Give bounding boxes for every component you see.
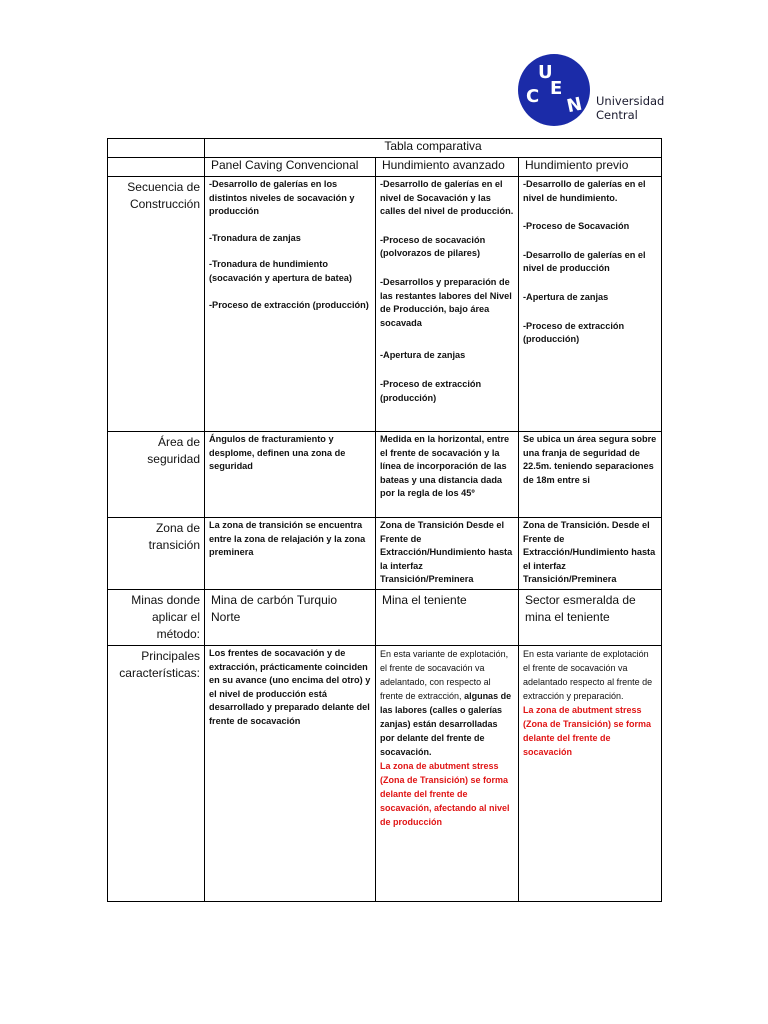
list-item: -Proceso de extracción (producción) [380, 378, 482, 403]
row-zona [108, 518, 662, 590]
list-item: -Apertura de zanjas [380, 350, 466, 361]
cell-secuencia-panel [205, 177, 376, 432]
empty-header-cell [108, 158, 205, 177]
row-area [108, 432, 662, 518]
cell-minas-previo: Sector esmeralda de mina el teniente [519, 590, 662, 646]
principales-avanzado-red: La zona de abutment stress (Zona de Transición) se forma delante del frente de socavación, afectando al nivel de producción [380, 761, 510, 827]
empty-corner-cell [108, 139, 205, 158]
cell-principales-panel: Los frentes de socavación y de extracción, prácticamente coinciden en su avance (uno encima del otro) y el nivel de producción está desarrollado y preparado delante del frente de socavación [205, 646, 376, 902]
title-row [108, 139, 662, 158]
row-label-area: Área de seguridad [108, 432, 205, 518]
principales-avanzado-bold: algunas de las labores (calles o galerías zanjas) están desarrolladas por delante del frente de socavación. [380, 691, 512, 757]
row-minas [108, 590, 662, 646]
logo-letter-u: U [538, 62, 553, 83]
list-item: -Desarrollos y preparación de las restantes labores del Nivel de Producción, bajo área socavada [380, 276, 512, 328]
logo-letter-e: E [550, 78, 563, 99]
list-item: -Tronadura de zanjas [209, 232, 301, 243]
cell-principales-avanzado [376, 646, 519, 902]
row-label-zona: Zona de transición [108, 518, 205, 590]
cell-zona-previo: Zona de Transición. Desde el Frente de Extracción/Hundimiento hasta el interfaz Transición/Preminera [519, 518, 662, 590]
cell-minas-avanzado: Mina el teniente [376, 590, 519, 646]
list-item: -Proceso de extracción (producción) [209, 299, 369, 310]
list-item: -Apertura de zanjas [523, 291, 609, 302]
logo-letter-n: N [564, 93, 584, 118]
row-label-principales: Principales características: [108, 646, 205, 902]
list-item: -Proceso de socavación (polvorazos de pilares) [380, 234, 486, 259]
list-item: -Desarrollo de galerías en el nivel de producción [523, 249, 646, 274]
col-header-hundimiento-avanzado: Hundimiento avanzado [376, 158, 519, 177]
list-item: -Proceso de extracción (producción) [523, 320, 625, 345]
row-principales [108, 646, 662, 902]
table-title: Tabla comparativa [205, 139, 662, 158]
comparison-table [107, 138, 662, 902]
cell-area-panel: Ángulos de fracturamiento y desplome, definen una zona de seguridad [205, 432, 376, 518]
logo-text [596, 94, 664, 122]
principales-previo-red: La zona de abutment stress (Zona de Transición) se forma delante del frente de socavación [523, 705, 652, 757]
principales-previo-normal: En esta variante de explotación el frente de socavación va adelantado respecto al frente de extracción y preparación. [523, 649, 653, 701]
principales-avanzado-normal: En esta variante de explotación, el frente de socavación va adelantado, con respecto al frente de extracción, [380, 649, 509, 701]
list-item: -Proceso de Socavación [523, 221, 630, 232]
cell-secuencia-previo [519, 177, 662, 432]
cell-zona-panel: La zona de transición se encuentra entre la zona de relajación y la zona preminera [205, 518, 376, 590]
list-item: -Tronadura de hundimiento (socavación y apertura de batea) [209, 259, 352, 283]
logo [514, 48, 674, 132]
cell-zona-avanzado: Zona de Transición Desde el Frente de Extracción/Hundimiento hasta la interfaz Transición/Preminera [376, 518, 519, 590]
row-label-secuencia: Secuencia de Construcción [108, 177, 205, 432]
logo-line2: Central [596, 108, 638, 122]
row-secuencia [108, 177, 662, 432]
cell-principales-previo [519, 646, 662, 902]
logo-line1: Universidad [596, 94, 665, 108]
list-item: -Desarrollo de galerías en el nivel de Socavación y las calles del nivel de producción. [380, 179, 514, 217]
col-header-panel-caving: Panel Caving Convencional [205, 158, 376, 177]
header-row [108, 158, 662, 177]
row-label-minas: Minas donde aplicar el método: [108, 590, 205, 646]
cell-area-avanzado: Medida en la horizontal, entre el frente de socavación y la línea de incorporación de las bateas y una distancia dada por la regla de los 45º [376, 432, 519, 518]
logo-letter-c: C [526, 86, 540, 107]
ucen-logo-icon [514, 48, 594, 132]
cell-secuencia-avanzado [376, 177, 519, 432]
list-item: -Desarrollo de galerías en los distintos niveles de socavación y producción [209, 179, 355, 217]
cell-area-previo: Se ubica un área segura sobre una franja de seguridad de 22.5m. teniendo separaciones de 18m entre si [519, 432, 662, 518]
col-header-hundimiento-previo: Hundimiento previo [519, 158, 662, 177]
list-item: -Desarrollo de galerías en el nivel de hundimiento. [523, 179, 646, 203]
cell-minas-panel: Mina de carbón Turquio Norte [205, 590, 376, 646]
